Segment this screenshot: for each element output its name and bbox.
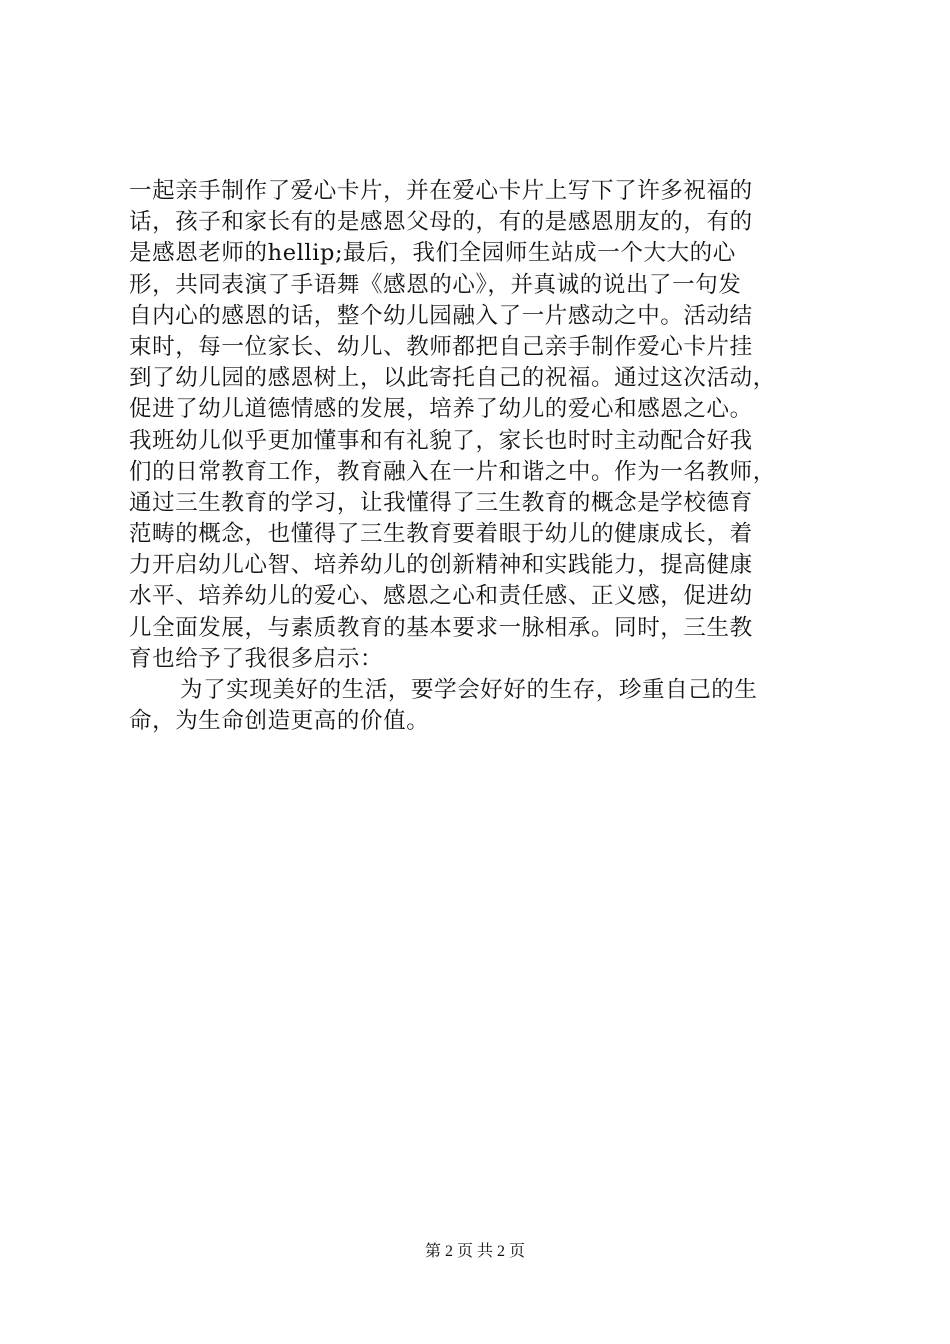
text-line: 们的日常教育工作，教育融入在一片和谐之中。作为一名教师， [129,458,776,485]
text-line: 到了幼儿园的感恩树上，以此寄托自己的祝福。通过这次活动， [129,365,776,392]
text-line: 自内心的感恩的话，整个幼儿园融入了一片感动之中。活动结 [129,302,753,329]
text-line: 话，孩子和家长有的是感恩父母的，有的是感恩朋友的，有的 [129,209,753,236]
page-number-footer: 第 2 页 共 2 页 [424,1243,525,1260]
text-line: 儿全面发展，与素质教育的基本要求一脉相承。同时，三生教 [129,614,753,641]
text-line: 命，为生命创造更高的价值。 [129,708,430,735]
text-line: 形，共同表演了手语舞《感恩的心》，并真诚的说出了一句发 [129,271,742,298]
text-line: 范畴的概念，也懂得了三生教育要着眼于幼儿的健康成长，着 [129,521,753,548]
body-text [129,176,829,737]
text-line: 为了实现美好的生活，要学会好好的生存，珍重自己的生 [180,677,758,703]
text-line: 束时，每一位家长、幼儿、教师都把自己亲手制作爱心卡片挂 [129,333,753,360]
text-line: 促进了幼儿道德情感的发展，培养了幼儿的爱心和感恩之心。 [129,396,753,423]
text-line: 育也给予了我很多启示： [129,645,384,672]
text-line: 水平、培养幼儿的爱心、感恩之心和责任感、正义感，促进幼 [129,583,753,610]
text-line: 通过三生教育的学习，让我懂得了三生教育的概念是学校德育 [129,489,753,516]
text-line: 是感恩老师的hellip;最后，我们全园师生站成一个大大的心 [129,240,736,267]
text-line: 我班幼儿似乎更加懂事和有礼貌了，家长也时时主动配合好我 [129,427,753,454]
text-line: 力开启幼儿心智、培养幼儿的创新精神和实践能力，提高健康 [129,552,753,579]
text-line: 一起亲手制作了爱心卡片，并在爱心卡片上写下了许多祝福的 [129,178,753,204]
